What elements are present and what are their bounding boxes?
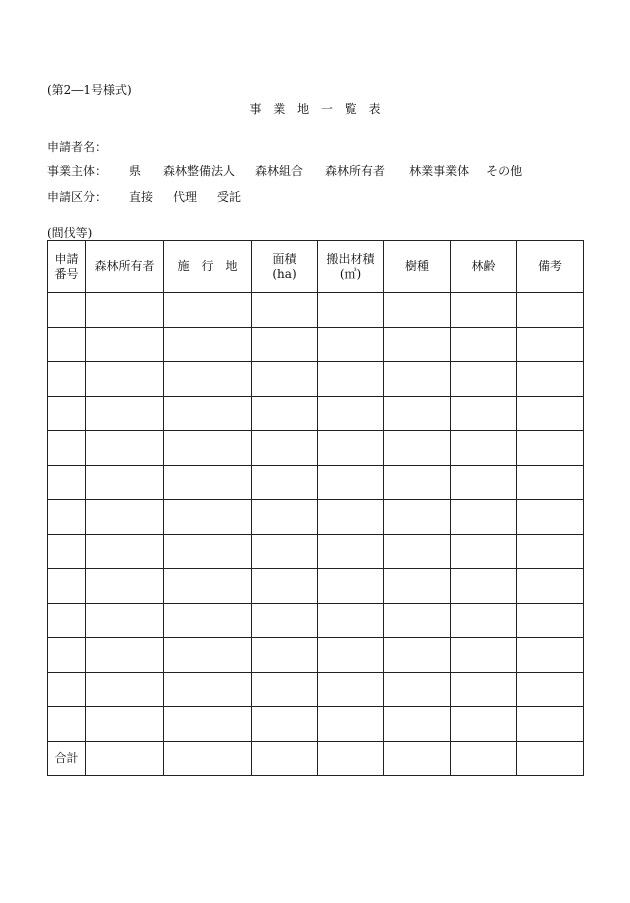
forest-owner-cell[interactable] xyxy=(86,431,164,466)
total-forest-owner-cell[interactable] xyxy=(86,741,164,776)
application-number-cell[interactable] xyxy=(48,396,86,431)
area-cell[interactable] xyxy=(252,465,318,500)
remarks-cell[interactable] xyxy=(517,362,584,397)
tree-species-cell[interactable] xyxy=(384,431,451,466)
stand-age-cell[interactable] xyxy=(451,465,517,500)
harvest-volume-cell[interactable] xyxy=(318,396,384,431)
application-type-line xyxy=(47,188,241,205)
harvest-volume-cell[interactable] xyxy=(318,362,384,397)
application-number-cell[interactable] xyxy=(48,465,86,500)
stand-age-cell[interactable] xyxy=(451,534,517,569)
header-tree-species: 樹種 xyxy=(384,241,451,293)
tree-species-cell[interactable] xyxy=(384,638,451,673)
table-row xyxy=(48,569,584,604)
tree-species-cell[interactable] xyxy=(384,672,451,707)
site-location-cell[interactable] xyxy=(164,707,252,742)
entity-option-forest-cooperative[interactable]: 森林組合 xyxy=(255,164,304,178)
application-type-label: 申請区分： xyxy=(47,190,108,204)
header-application-number: 申請 番号 xyxy=(48,241,86,293)
stand-age-cell[interactable] xyxy=(451,569,517,604)
remarks-cell[interactable] xyxy=(517,534,584,569)
site-location-cell[interactable] xyxy=(164,672,252,707)
application-number-cell[interactable] xyxy=(48,327,86,362)
harvest-volume-cell[interactable] xyxy=(318,534,384,569)
total-remarks-cell[interactable] xyxy=(517,741,584,776)
entity-option-prefecture[interactable]: 県 xyxy=(129,164,142,178)
entity-option-forest-owner[interactable]: 森林所有者 xyxy=(325,164,386,178)
application-number-cell[interactable] xyxy=(48,500,86,535)
tree-species-cell[interactable] xyxy=(384,707,451,742)
total-site-location-cell[interactable] xyxy=(164,741,252,776)
stand-age-cell[interactable] xyxy=(451,500,517,535)
applicant-name-label: 申請者名： xyxy=(47,140,108,154)
table-row xyxy=(48,500,584,535)
header-site-location: 施 行 地 xyxy=(164,241,252,293)
header-harvest-volume: 搬出材積 (㎥) xyxy=(318,241,384,293)
tree-species-cell[interactable] xyxy=(384,569,451,604)
total-stand-age-cell[interactable] xyxy=(451,741,517,776)
site-location-cell[interactable] xyxy=(164,500,252,535)
harvest-volume-cell[interactable] xyxy=(318,293,384,328)
area-cell[interactable] xyxy=(252,293,318,328)
table-row xyxy=(48,465,584,500)
stand-age-cell[interactable] xyxy=(451,603,517,638)
type-option-entrusted[interactable]: 受託 xyxy=(217,190,242,204)
forest-owner-cell[interactable] xyxy=(86,603,164,638)
site-location-cell[interactable] xyxy=(164,362,252,397)
entity-option-forestry-business[interactable]: 林業事業体 xyxy=(409,164,470,178)
area-cell[interactable] xyxy=(252,431,318,466)
table-row xyxy=(48,638,584,673)
forest-owner-cell[interactable] xyxy=(86,672,164,707)
stand-age-cell[interactable] xyxy=(451,431,517,466)
table-header-row xyxy=(48,241,584,293)
harvest-volume-cell[interactable] xyxy=(318,465,384,500)
harvest-volume-cell[interactable] xyxy=(318,569,384,604)
site-location-cell[interactable] xyxy=(164,327,252,362)
tree-species-cell[interactable] xyxy=(384,327,451,362)
application-number-cell[interactable] xyxy=(48,638,86,673)
area-cell[interactable] xyxy=(252,500,318,535)
stand-age-cell[interactable] xyxy=(451,638,517,673)
area-cell[interactable] xyxy=(252,362,318,397)
stand-age-cell[interactable] xyxy=(451,672,517,707)
tree-species-cell[interactable] xyxy=(384,534,451,569)
type-option-direct[interactable]: 直接 xyxy=(129,190,154,204)
forest-owner-cell[interactable] xyxy=(86,534,164,569)
area-cell[interactable] xyxy=(252,672,318,707)
remarks-cell[interactable] xyxy=(517,396,584,431)
site-location-cell[interactable] xyxy=(164,534,252,569)
total-harvest-volume-cell[interactable] xyxy=(318,741,384,776)
forest-owner-cell[interactable] xyxy=(86,327,164,362)
harvest-volume-cell[interactable] xyxy=(318,672,384,707)
application-number-cell[interactable] xyxy=(48,431,86,466)
tree-species-cell[interactable] xyxy=(384,362,451,397)
remarks-cell[interactable] xyxy=(517,707,584,742)
remarks-cell[interactable] xyxy=(517,465,584,500)
header-stand-age: 林齢 xyxy=(451,241,517,293)
entity-option-forest-corporation[interactable]: 森林整備法人 xyxy=(163,164,236,178)
total-tree-species-cell[interactable] xyxy=(384,741,451,776)
site-location-cell[interactable] xyxy=(164,603,252,638)
table-row xyxy=(48,327,584,362)
harvest-volume-cell[interactable] xyxy=(318,431,384,466)
forest-owner-cell[interactable] xyxy=(86,569,164,604)
form-number: (第2―1号様式) xyxy=(47,83,132,97)
application-number-cell[interactable] xyxy=(48,672,86,707)
document-title: 事 業 地 一 覧 表 xyxy=(249,102,385,116)
type-option-proxy[interactable]: 代理 xyxy=(173,190,198,204)
remarks-cell[interactable] xyxy=(517,603,584,638)
table-row xyxy=(48,396,584,431)
area-cell[interactable] xyxy=(252,707,318,742)
business-entity-label: 事業主体： xyxy=(47,164,108,178)
area-cell[interactable] xyxy=(252,569,318,604)
harvest-volume-cell[interactable] xyxy=(318,638,384,673)
harvest-volume-cell[interactable] xyxy=(318,603,384,638)
forest-owner-cell[interactable] xyxy=(86,465,164,500)
area-cell[interactable] xyxy=(252,534,318,569)
application-number-cell[interactable] xyxy=(48,569,86,604)
table-row xyxy=(48,534,584,569)
remarks-cell[interactable] xyxy=(517,500,584,535)
stand-age-cell[interactable] xyxy=(451,707,517,742)
table-row xyxy=(48,362,584,397)
header-remarks: 備考 xyxy=(517,241,584,293)
tree-species-cell[interactable] xyxy=(384,500,451,535)
table-row xyxy=(48,293,584,328)
forest-owner-cell[interactable] xyxy=(86,638,164,673)
table-row xyxy=(48,603,584,638)
stand-age-cell[interactable] xyxy=(451,362,517,397)
forest-owner-cell[interactable] xyxy=(86,707,164,742)
application-number-cell[interactable] xyxy=(48,293,86,328)
stand-age-cell[interactable] xyxy=(451,327,517,362)
site-location-cell[interactable] xyxy=(164,638,252,673)
tree-species-cell[interactable] xyxy=(384,396,451,431)
header-forest-owner: 森林所有者 xyxy=(86,241,164,293)
remarks-cell[interactable] xyxy=(517,293,584,328)
site-location-cell[interactable] xyxy=(164,293,252,328)
application-number-cell[interactable] xyxy=(48,534,86,569)
table-row xyxy=(48,431,584,466)
stand-age-cell[interactable] xyxy=(451,293,517,328)
site-location-cell[interactable] xyxy=(164,465,252,500)
forest-owner-cell[interactable] xyxy=(86,293,164,328)
site-location-cell[interactable] xyxy=(164,569,252,604)
section-label: (間伐等) xyxy=(47,226,93,240)
business-entity-line xyxy=(47,162,522,179)
application-number-cell[interactable] xyxy=(48,707,86,742)
application-number-cell[interactable] xyxy=(48,603,86,638)
table-body xyxy=(48,293,584,776)
forest-owner-cell[interactable] xyxy=(86,396,164,431)
site-location-cell[interactable] xyxy=(164,396,252,431)
header-area: 面積 (ha) xyxy=(252,241,318,293)
table-row xyxy=(48,672,584,707)
area-cell[interactable] xyxy=(252,396,318,431)
area-cell[interactable] xyxy=(252,603,318,638)
total-area-cell[interactable] xyxy=(252,741,318,776)
applicant-name-line xyxy=(47,138,129,155)
harvest-volume-cell[interactable] xyxy=(318,327,384,362)
application-number-cell[interactable] xyxy=(48,362,86,397)
area-cell[interactable] xyxy=(252,327,318,362)
tree-species-cell[interactable] xyxy=(384,465,451,500)
entity-option-other[interactable]: その他 xyxy=(486,164,523,178)
tree-species-cell[interactable] xyxy=(384,603,451,638)
harvest-volume-cell[interactable] xyxy=(318,500,384,535)
total-label: 合計 xyxy=(48,741,86,776)
tree-species-cell[interactable] xyxy=(384,293,451,328)
remarks-cell[interactable] xyxy=(517,638,584,673)
remarks-cell[interactable] xyxy=(517,431,584,466)
site-location-cell[interactable] xyxy=(164,431,252,466)
remarks-cell[interactable] xyxy=(517,672,584,707)
table-row xyxy=(48,707,584,742)
project-site-table xyxy=(47,240,584,776)
remarks-cell[interactable] xyxy=(517,327,584,362)
forest-owner-cell[interactable] xyxy=(86,362,164,397)
area-cell[interactable] xyxy=(252,638,318,673)
harvest-volume-cell[interactable] xyxy=(318,707,384,742)
stand-age-cell[interactable] xyxy=(451,396,517,431)
forest-owner-cell[interactable] xyxy=(86,500,164,535)
remarks-cell[interactable] xyxy=(517,569,584,604)
total-row xyxy=(48,741,584,776)
